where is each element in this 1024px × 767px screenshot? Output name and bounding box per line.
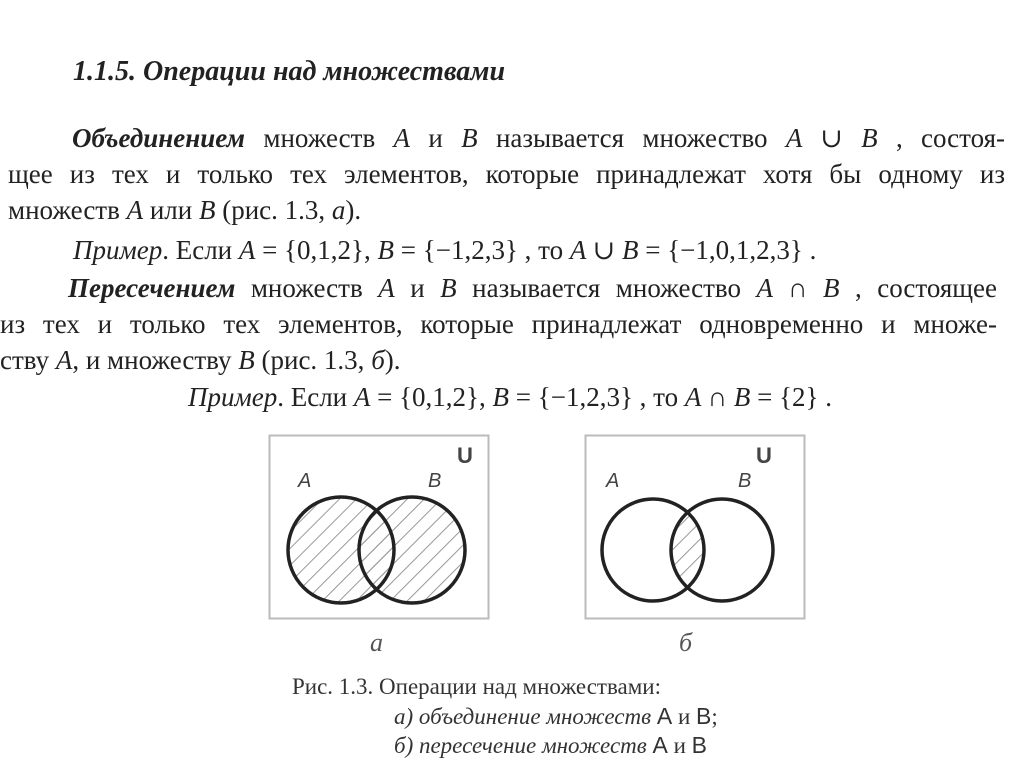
panel-label-b: б xyxy=(679,628,693,657)
intersection-example: Пример. Если A = {0,1,2}, B = {−1,2,3} , то A ∩ B = {2} . xyxy=(188,382,833,412)
intersection-definition-line-1: Пересечением множеств A и B называется множество A ∩ B , состоящее xyxy=(68,273,998,303)
figure-caption-line-3: б) пересечение множеств A и B xyxy=(394,732,708,758)
figure-caption-line-1: Рис. 1.3. Операции над множествами: xyxy=(292,674,661,699)
union-example: Пример. Если A = {0,1,2}, B = {−1,2,3} , то A ∪ B = {−1,0,1,2,3} . xyxy=(73,235,817,265)
union-definition-line-2: щее из тех и только тех элементов, которые принадлежат хотя бы одному из xyxy=(8,159,1005,189)
section-title: 1.1.5. Операции над множествами xyxy=(73,56,506,87)
intersection-definition-line-2: из тех и только тех элементов, которые принадлежат одновременно и множе- xyxy=(0,309,997,339)
venn-diagram-union xyxy=(268,434,490,620)
intersection-expression: A ∩ B xyxy=(756,273,840,303)
set-b-label: B xyxy=(738,470,752,492)
set-a-label: A xyxy=(298,470,312,492)
intersection-term: Пересечением xyxy=(68,273,236,303)
union-term: Объединением xyxy=(72,123,246,153)
union-expression: A ∪ B xyxy=(785,123,878,153)
set-b-label: B xyxy=(428,470,442,492)
universe-label: U xyxy=(756,443,772,468)
set-a-label: A xyxy=(606,470,620,492)
union-definition-line-3: множеств A или B (рис. 1.3, а). xyxy=(8,195,362,225)
venn-diagram-intersection xyxy=(584,434,806,620)
union-definition-line-1: Объединением множеств A и B называется множество A ∪ B , состоя- xyxy=(72,123,1006,153)
panel-label-a: а xyxy=(370,628,383,657)
figure-caption-line-2: а) объединение множеств A и B; xyxy=(394,703,718,729)
intersection-definition-line-3: ству A, и множеству B (рис. 1.3, б). xyxy=(0,345,401,375)
universe-label: U xyxy=(457,443,473,468)
